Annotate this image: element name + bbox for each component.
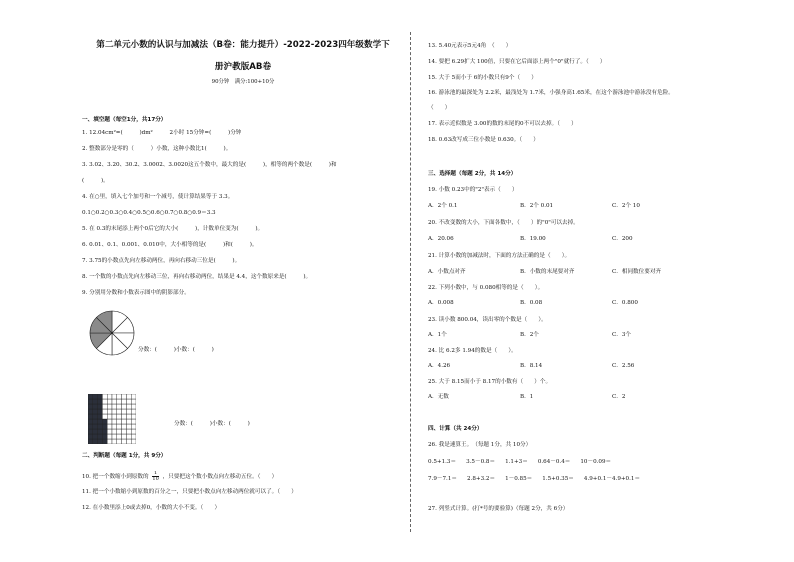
question-13: 13. 5.40元表示5元4角 （ ） <box>428 43 512 49</box>
grid-cell <box>107 439 112 444</box>
grid-cell <box>112 394 117 399</box>
question-22-options <box>428 299 704 307</box>
question-9: 9. 分别用分数和小数表示图中的阴影部分。 <box>82 290 190 296</box>
grid-cell <box>117 394 122 399</box>
grid-cell <box>122 394 127 399</box>
grid-cell <box>131 419 136 424</box>
grid-cell <box>117 409 122 414</box>
question-26: 26. 我是速算王。 （每题 1分，共 10分） <box>428 442 532 448</box>
grid-cell-shaded <box>93 434 98 439</box>
left-column <box>82 38 404 511</box>
grid-cell-shaded <box>93 399 98 404</box>
section-fill-blank-heading: 一、填空题（每空1分，共17分） <box>82 117 167 123</box>
grid-cell <box>117 434 122 439</box>
grid-cell <box>107 414 112 419</box>
question-1: 1. 12.04cm²=( )dm² 2小时 15分钟=( )分钟 <box>82 130 242 136</box>
option-b: B．8.14 <box>520 363 543 369</box>
option-b: B．2个 <box>520 332 539 338</box>
option-a: A．无数 <box>428 394 449 400</box>
grid-cell <box>126 394 131 399</box>
grid-cell <box>112 424 117 429</box>
mental-math-item: 10－0.09＝ <box>580 459 612 465</box>
grid-cell <box>122 414 127 419</box>
grid-cell <box>107 424 112 429</box>
option-a: A．4.26 <box>428 363 451 369</box>
grid-cell-shaded <box>102 419 107 424</box>
hundred-grid-figure <box>88 394 136 444</box>
grid-cell-shaded <box>93 429 98 434</box>
option-b: B．小数的末尾要对齐 <box>520 269 575 275</box>
page-title: 第二单元小数的认识与加减法（B卷：能力提升）-2022-2023四年级数学下 <box>96 40 390 50</box>
grid-cell <box>122 439 127 444</box>
grid-cell <box>117 439 122 444</box>
mental-math-item: 7.9－7.1＝ <box>428 476 457 482</box>
question-15: 15. 大于 5而小于 6的小数只有9个（ ） <box>428 75 537 81</box>
question-19-options <box>428 202 704 210</box>
grid-cell <box>126 434 131 439</box>
mental-math-row-2 <box>428 475 650 483</box>
page-title-line2: 册沪教版AB卷 <box>214 62 272 72</box>
grid-cell <box>122 399 127 404</box>
grid-cell-shaded <box>98 414 103 419</box>
mental-math-row-1 <box>428 458 621 466</box>
question-16: 16. 游泳池的最深处为 2.2米，最浅处为 1.7米，小强身高1.65米，在这个游泳池中游泳没有危险。 <box>428 90 674 96</box>
grid-cell-shaded <box>88 399 93 404</box>
fraction-denominator: 10 <box>152 476 159 482</box>
question-11: 11. 把一个小数缩小到原数的百分之一，只要把小数点向左移动两位就可以了。（ ） <box>82 489 297 495</box>
question-18: 18. 0.63改写成三位小数是 0.630。（ ） <box>428 137 539 143</box>
question-8: 8. 一个数的小数点先向左移动三位，再向右移动两位，结果是 4.4，这个数原来是( )。 <box>82 274 312 280</box>
grid-cell-shaded <box>88 439 93 444</box>
question-21-options <box>428 268 704 276</box>
option-b: B．1 <box>520 394 534 400</box>
option-c: C．200 <box>612 236 633 242</box>
grid-cell-shaded <box>88 404 93 409</box>
grid-cell <box>131 429 136 434</box>
grid-cell-shaded <box>93 414 98 419</box>
grid-cell <box>117 429 122 434</box>
grid-cell <box>122 409 127 414</box>
option-a: A．0.008 <box>428 300 454 306</box>
option-c: C．0.800 <box>612 300 638 306</box>
grid-cell <box>126 424 131 429</box>
grid-cell-shaded <box>93 394 98 399</box>
grid-cell <box>131 399 136 404</box>
grid-cell-shaded <box>88 414 93 419</box>
grid-cell <box>131 404 136 409</box>
section-calculation-heading: 四、计算（共 24分） <box>428 426 483 432</box>
question-24: 24. 比 6.2多 1.94的数是（ ）。 <box>428 348 517 354</box>
grid-cell <box>107 394 112 399</box>
column-divider <box>410 32 411 532</box>
grid-cell-shaded <box>88 419 93 424</box>
question-4: 4. 在○里，填入七个加号和一个减号，使计算结果等于 3.3。 <box>82 194 234 200</box>
question-22: 22. 下列小数中，与 0.080相等的是（ ）。 <box>428 285 544 291</box>
grid-cell <box>117 419 122 424</box>
grid-cell-shaded <box>93 439 98 444</box>
mental-math-item: 1－0.85＝ <box>505 476 533 482</box>
question-20: 20. 不改变数的大小，下面各数中，（ ）的"0"可以去掉。 <box>428 220 579 226</box>
grid-cell <box>102 404 107 409</box>
grid-cell-shaded <box>98 404 103 409</box>
grid-cell <box>122 434 127 439</box>
grid-cell-shaded <box>98 419 103 424</box>
pie-figure <box>88 309 136 357</box>
grid-answer-line: 分数：( )小数：( ) <box>174 421 250 427</box>
grid-cell <box>131 394 136 399</box>
question-24-options <box>428 362 704 370</box>
grid-cell <box>102 399 107 404</box>
option-a: A．2个 0.1 <box>428 203 458 209</box>
question-14: 14. 要把 6.29扩大 100倍，只要在它后面添上两个"0"就行了。（ ） <box>428 59 606 65</box>
question-16-cont: （ ） <box>428 105 451 111</box>
option-c: C．2.56 <box>612 363 635 369</box>
grid-cell <box>117 414 122 419</box>
grid-cell-shaded <box>102 434 107 439</box>
option-c: C．2 <box>612 394 626 400</box>
grid-cell-shaded <box>98 434 103 439</box>
grid-cell <box>112 439 117 444</box>
question-10 <box>82 471 277 482</box>
grid-cell <box>122 419 127 424</box>
question-17: 17. 表示近似数是 3.00的数的末尾的0不可以去掉。（ ） <box>428 121 577 127</box>
grid-cell <box>117 404 122 409</box>
grid-cell-shaded <box>98 424 103 429</box>
question-6: 6. 0.01、0.1、0.001、0.010中，大小相等的是( )和( )。 <box>82 242 258 248</box>
question-27: 27. 列竖式计算。(打*号的要验算)（每题 2分，共 6分） <box>428 506 569 512</box>
grid-cell <box>131 414 136 419</box>
question-7: 7. 3.75的小数点先向左移动两位，再向右移动三位是( )。 <box>82 258 241 264</box>
option-b: B．2个 0.01 <box>520 203 554 209</box>
grid-cell-shaded <box>93 409 98 414</box>
exam-info: 90分钟 满分:100+10分 <box>211 79 275 85</box>
question-20-options <box>428 235 704 243</box>
question-25: 25. 大于 8.15而小于 8.17的小数有（ ）个。 <box>428 379 552 385</box>
mental-math-item: 3.5－0.8＝ <box>466 459 496 465</box>
option-b: B．19.00 <box>520 236 546 242</box>
grid-cell-shaded <box>102 439 107 444</box>
grid-cell-shaded <box>98 409 103 414</box>
grid-cell <box>126 439 131 444</box>
grid-cell <box>112 429 117 434</box>
question-2: 2. 整数部分是零的（ ）小数，这种小数比1( )。 <box>82 146 232 152</box>
question-4-expr: 0.1○0.2○0.3○0.4○0.5○0.6○0.7○0.8○0.9＝3.3 <box>82 210 216 216</box>
grid-cell-shaded <box>88 434 93 439</box>
pie-answer-line: 分数：( )小数：( ) <box>138 347 214 353</box>
grid-cell <box>122 404 127 409</box>
grid-cell-shaded <box>88 424 93 429</box>
grid-cell <box>107 419 112 424</box>
grid-cell-shaded <box>88 409 93 414</box>
grid-cell <box>112 434 117 439</box>
question-10-text-a: 10. 把一个数缩小到原数的 <box>82 474 149 480</box>
question-23-options <box>428 331 704 339</box>
option-c: C．相同数位要对齐 <box>612 269 662 275</box>
grid-cell <box>107 404 112 409</box>
grid-cell-shaded <box>93 419 98 424</box>
question-10-text-b: ，只要把这个数小数点向左移动五位。（ ） <box>162 474 278 480</box>
option-c: C．3个 <box>612 332 632 338</box>
question-21: 21. 计算小数的加减法时，下面的方法正确的是（ ）。 <box>428 253 571 259</box>
grid-cell <box>126 404 131 409</box>
grid-cell <box>107 429 112 434</box>
grid-cell <box>122 424 127 429</box>
grid-cell <box>112 409 117 414</box>
option-a: A．1个 <box>428 332 447 338</box>
grid-cell-shaded <box>88 394 93 399</box>
question-23: 23. 读小数 800.04，读出零的个数是（ ）。 <box>428 317 547 323</box>
mental-math-item: 1.1+3＝ <box>505 459 528 465</box>
grid-cell-shaded <box>102 429 107 434</box>
grid-cell-shaded <box>98 399 103 404</box>
grid-cell <box>107 434 112 439</box>
grid-cell <box>131 439 136 444</box>
grid-cell <box>107 409 112 414</box>
mental-math-item: 2.8+3.2＝ <box>466 476 496 482</box>
grid-cell <box>126 414 131 419</box>
option-a: A．20.06 <box>428 236 454 242</box>
grid-cell <box>112 404 117 409</box>
mental-math-item: 0.5+1.3＝ <box>428 459 457 465</box>
grid-cell <box>122 429 127 434</box>
grid-cell <box>126 419 131 424</box>
mental-math-item: 4.9+0.1－4.9+0.1＝ <box>583 476 641 482</box>
grid-cell-shaded <box>93 424 98 429</box>
question-3-cont: ( )。 <box>82 178 109 184</box>
section-choice-heading: 三、选择题（每题 2分，共 14分） <box>428 171 517 177</box>
grid-cell <box>102 394 107 399</box>
grid-cell <box>126 409 131 414</box>
grid-cell <box>112 414 117 419</box>
grid-cell <box>126 429 131 434</box>
grid-cell-shaded <box>88 429 93 434</box>
grid-cell <box>112 419 117 424</box>
grid-cell <box>102 409 107 414</box>
grid-cell <box>117 424 122 429</box>
question-25-options <box>428 393 704 401</box>
grid-cell <box>102 414 107 419</box>
grid-cell <box>126 399 131 404</box>
grid-cell <box>107 399 112 404</box>
grid-cell <box>131 434 136 439</box>
question-3: 3. 3.02、3.20、30.2、3.0002、3.0020这五个数中，最大的是( )，相等的两个数是( )和 <box>82 162 337 168</box>
grid-cell <box>112 399 117 404</box>
grid-cell-shaded <box>102 424 107 429</box>
option-b: B．0.08 <box>520 300 543 306</box>
grid-cell <box>117 399 122 404</box>
grid-cell <box>131 424 136 429</box>
grid-cell-shaded <box>98 429 103 434</box>
grid-cell-shaded <box>98 439 103 444</box>
grid-cell <box>131 409 136 414</box>
option-c: C．2个 10 <box>612 203 640 209</box>
option-a: A．小数点对齐 <box>428 269 466 275</box>
mental-math-item: 1.5+0.35＝ <box>542 476 574 482</box>
grid-cell-shaded <box>98 394 103 399</box>
question-12: 12. 在小数里添上0或去掉0，小数的大小不变。（ ） <box>82 505 221 511</box>
fraction-one-tenth <box>152 471 158 482</box>
section-true-false-heading: 二、判断题（每题 1分，共 9分） <box>82 453 167 459</box>
question-19: 19. 小数 0.23中的"2"表示（ ） <box>428 187 518 193</box>
grid-cell-shaded <box>93 404 98 409</box>
mental-math-item: 0.64－0.4＝ <box>537 459 571 465</box>
fraction-numerator: 1 <box>154 471 158 476</box>
question-5: 5. 在 0.3的末尾添上两个0后它的大小( )，计数单位变为( )。 <box>82 226 264 232</box>
